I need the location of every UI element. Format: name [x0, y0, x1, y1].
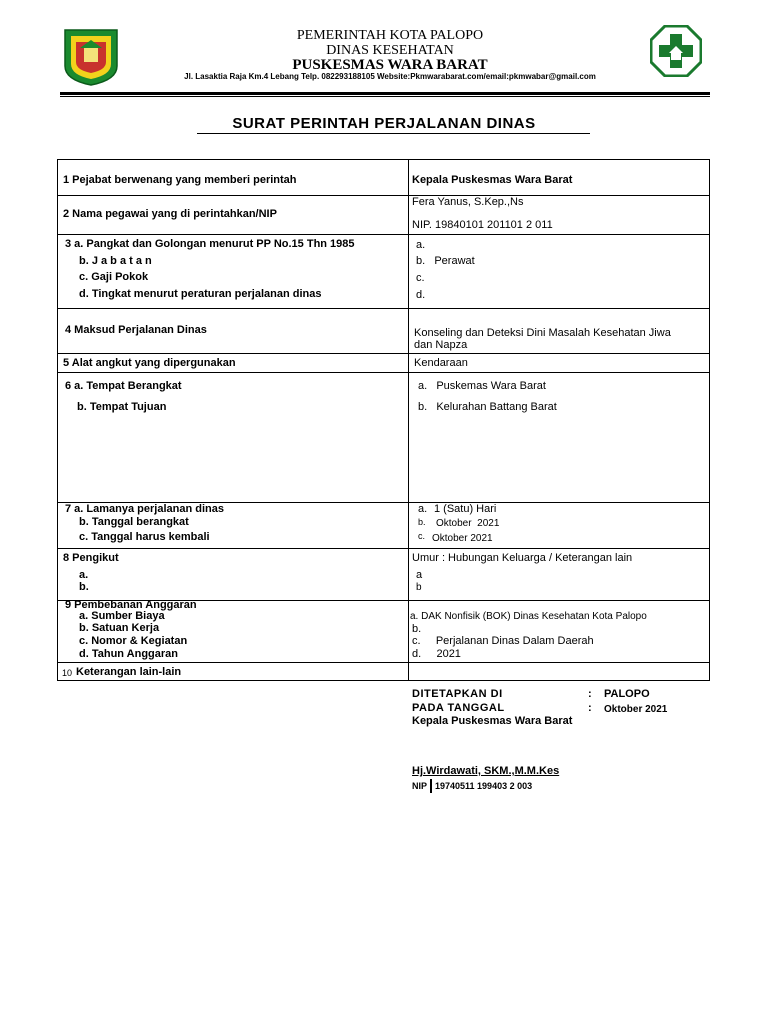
table-border-left [57, 159, 58, 681]
table-border-bottom [57, 680, 710, 681]
header-line-3: PUSKESMAS WARA BARAT [292, 57, 488, 73]
row-7-label-c: c. Tanggal harus kembali [79, 531, 210, 543]
row-1-label: 1 Pejabat berwenang yang memberi perintah [63, 174, 297, 186]
nip-label: NIP [412, 781, 428, 791]
row-7-prefix-a: a. [418, 503, 428, 515]
row-9-value-b: b. [412, 623, 422, 635]
row-3-label-d: d. Tingkat menurut peraturan perjalanan dinas [79, 288, 322, 300]
row-8-value-b: b [416, 582, 422, 593]
signatory-name: Hj.Wirdawati, SKM.,M.M.Kes [412, 765, 560, 777]
header-divider-thin [60, 96, 710, 97]
row-7-label-b: b. Tanggal berangkat [79, 516, 189, 528]
row-7-value-a: 1 (Satu) Hari [434, 503, 497, 515]
row-9-value-c: c. Perjalanan Dinas Dalam Daerah [412, 635, 594, 647]
header-line-2: DINAS KESEHATAN [326, 43, 454, 58]
document-title: SURAT PERINTAH PERJALANAN DINAS [232, 115, 536, 132]
ditetapkan-value: PALOPO [604, 688, 650, 700]
row-9-label-b: b. Satuan Kerja [79, 622, 160, 634]
row-4-label: 4 Maksud Perjalanan Dinas [65, 324, 207, 336]
row-6-value-a: a. Puskemas Wara Barat [418, 380, 546, 392]
header-divider-thick [60, 92, 710, 95]
tanggal-label: PADA TANGGAL [412, 702, 505, 714]
nip-separator [430, 779, 432, 793]
signatory-position: Kepala Puskesmas Wara Barat [412, 715, 573, 727]
row-divider [57, 234, 710, 235]
row-8-label-b: b. [79, 581, 89, 593]
row-7-prefix-b: b. [418, 517, 426, 527]
row-8-value-a: a [416, 569, 423, 581]
header-line-1: PEMERINTAH KOTA PALOPO [296, 28, 484, 43]
row-4-value-line-2: dan Napza [414, 339, 468, 351]
ditetapkan-label: DITETAPKAN DI [412, 688, 503, 700]
row-6-label-b: b. Tempat Tujuan [77, 401, 167, 413]
row-3-value-c: c. [416, 272, 425, 284]
row-3-label-b: b. J a b a t a n [79, 255, 152, 267]
row-8-value-header: Umur : Hubungan Keluarga / Keterangan lain [412, 552, 633, 564]
row-4-value-line-1: Konseling dan Deteksi Dini Masalah Kesehatan Jiwa [414, 327, 671, 339]
row-7-label-a: 7 a. Lamanya perjalanan dinas [65, 503, 224, 515]
row-9-label: 9 Pembebanan Anggaran [65, 599, 197, 611]
table-border-right [709, 159, 710, 681]
title-underline [197, 133, 590, 134]
row-5-label: 5 Alat angkut yang dipergunakan [63, 357, 236, 369]
row-9-label-c: c. Nomor & Kegiatan [79, 635, 188, 647]
row-9-label-a: a. Sumber Biaya [79, 610, 165, 622]
row-3-label-c: c. Gaji Pokok [79, 271, 149, 283]
row-10-label: Keterangan lain-lain [76, 666, 182, 678]
palopo-city-logo [62, 28, 120, 86]
row-9-label-d: d. Tahun Anggaran [79, 648, 178, 660]
nip-value: 19740511 199403 2 003 [435, 781, 533, 791]
row-6-value-b: b. Kelurahan Battang Barat [418, 401, 557, 413]
row-divider [57, 308, 710, 309]
table-column-divider [408, 159, 409, 681]
row-divider [57, 372, 710, 373]
row-9-value-d: d. 2021 [412, 648, 461, 660]
row-10-number: 10 [62, 668, 73, 678]
row-8-label-a: a. [79, 569, 89, 581]
table-border-top [57, 159, 710, 160]
tanggal-value: Oktober 2021 [604, 704, 668, 715]
row-divider [57, 662, 710, 663]
row-2-label: 2 Nama pegawai yang di perintahkan/NIP [63, 208, 277, 220]
row-divider [57, 548, 710, 549]
header-address: Jl. Lasaktia Raja Km.4 Lebang Telp. 082293188105 Website:Pkmwarabarat.com/email:pkmwabar@gmail.com [184, 72, 596, 81]
row-3-value-d: d. [416, 289, 426, 301]
row-2-employee-name: Fera Yanus, S.Kep.,Ns [412, 196, 524, 208]
row-5-value: Kendaraan [414, 357, 468, 369]
row-9-value-a: a. DAK Nonfisik (BOK) Dinas Kesehatan Kota Palopo [410, 611, 647, 622]
row-7-value-c: Oktober 2021 [432, 533, 493, 544]
row-8-label: 8 Pengikut [63, 552, 119, 564]
row-divider [57, 195, 710, 196]
puskesmas-logo [650, 25, 702, 77]
tanggal-colon: : [588, 702, 592, 714]
row-3-label-a: 3 a. Pangkat dan Golongan menurut PP No.15 Thn 1985 [65, 238, 355, 250]
row-1-value: Kepala Puskesmas Wara Barat [412, 174, 573, 186]
row-3-value-b: b. Perawat [416, 255, 475, 267]
row-3-value-a: a. [416, 239, 426, 251]
ditetapkan-colon: : [588, 688, 592, 700]
row-6-label-a: 6 a. Tempat Berangkat [65, 380, 182, 392]
row-divider [57, 353, 710, 354]
row-7-value-b: Oktober 2021 [436, 518, 500, 529]
row-7-prefix-c: c. [418, 531, 426, 541]
row-2-employee-nip: NIP. 19840101 201101 2 011 [412, 219, 553, 231]
